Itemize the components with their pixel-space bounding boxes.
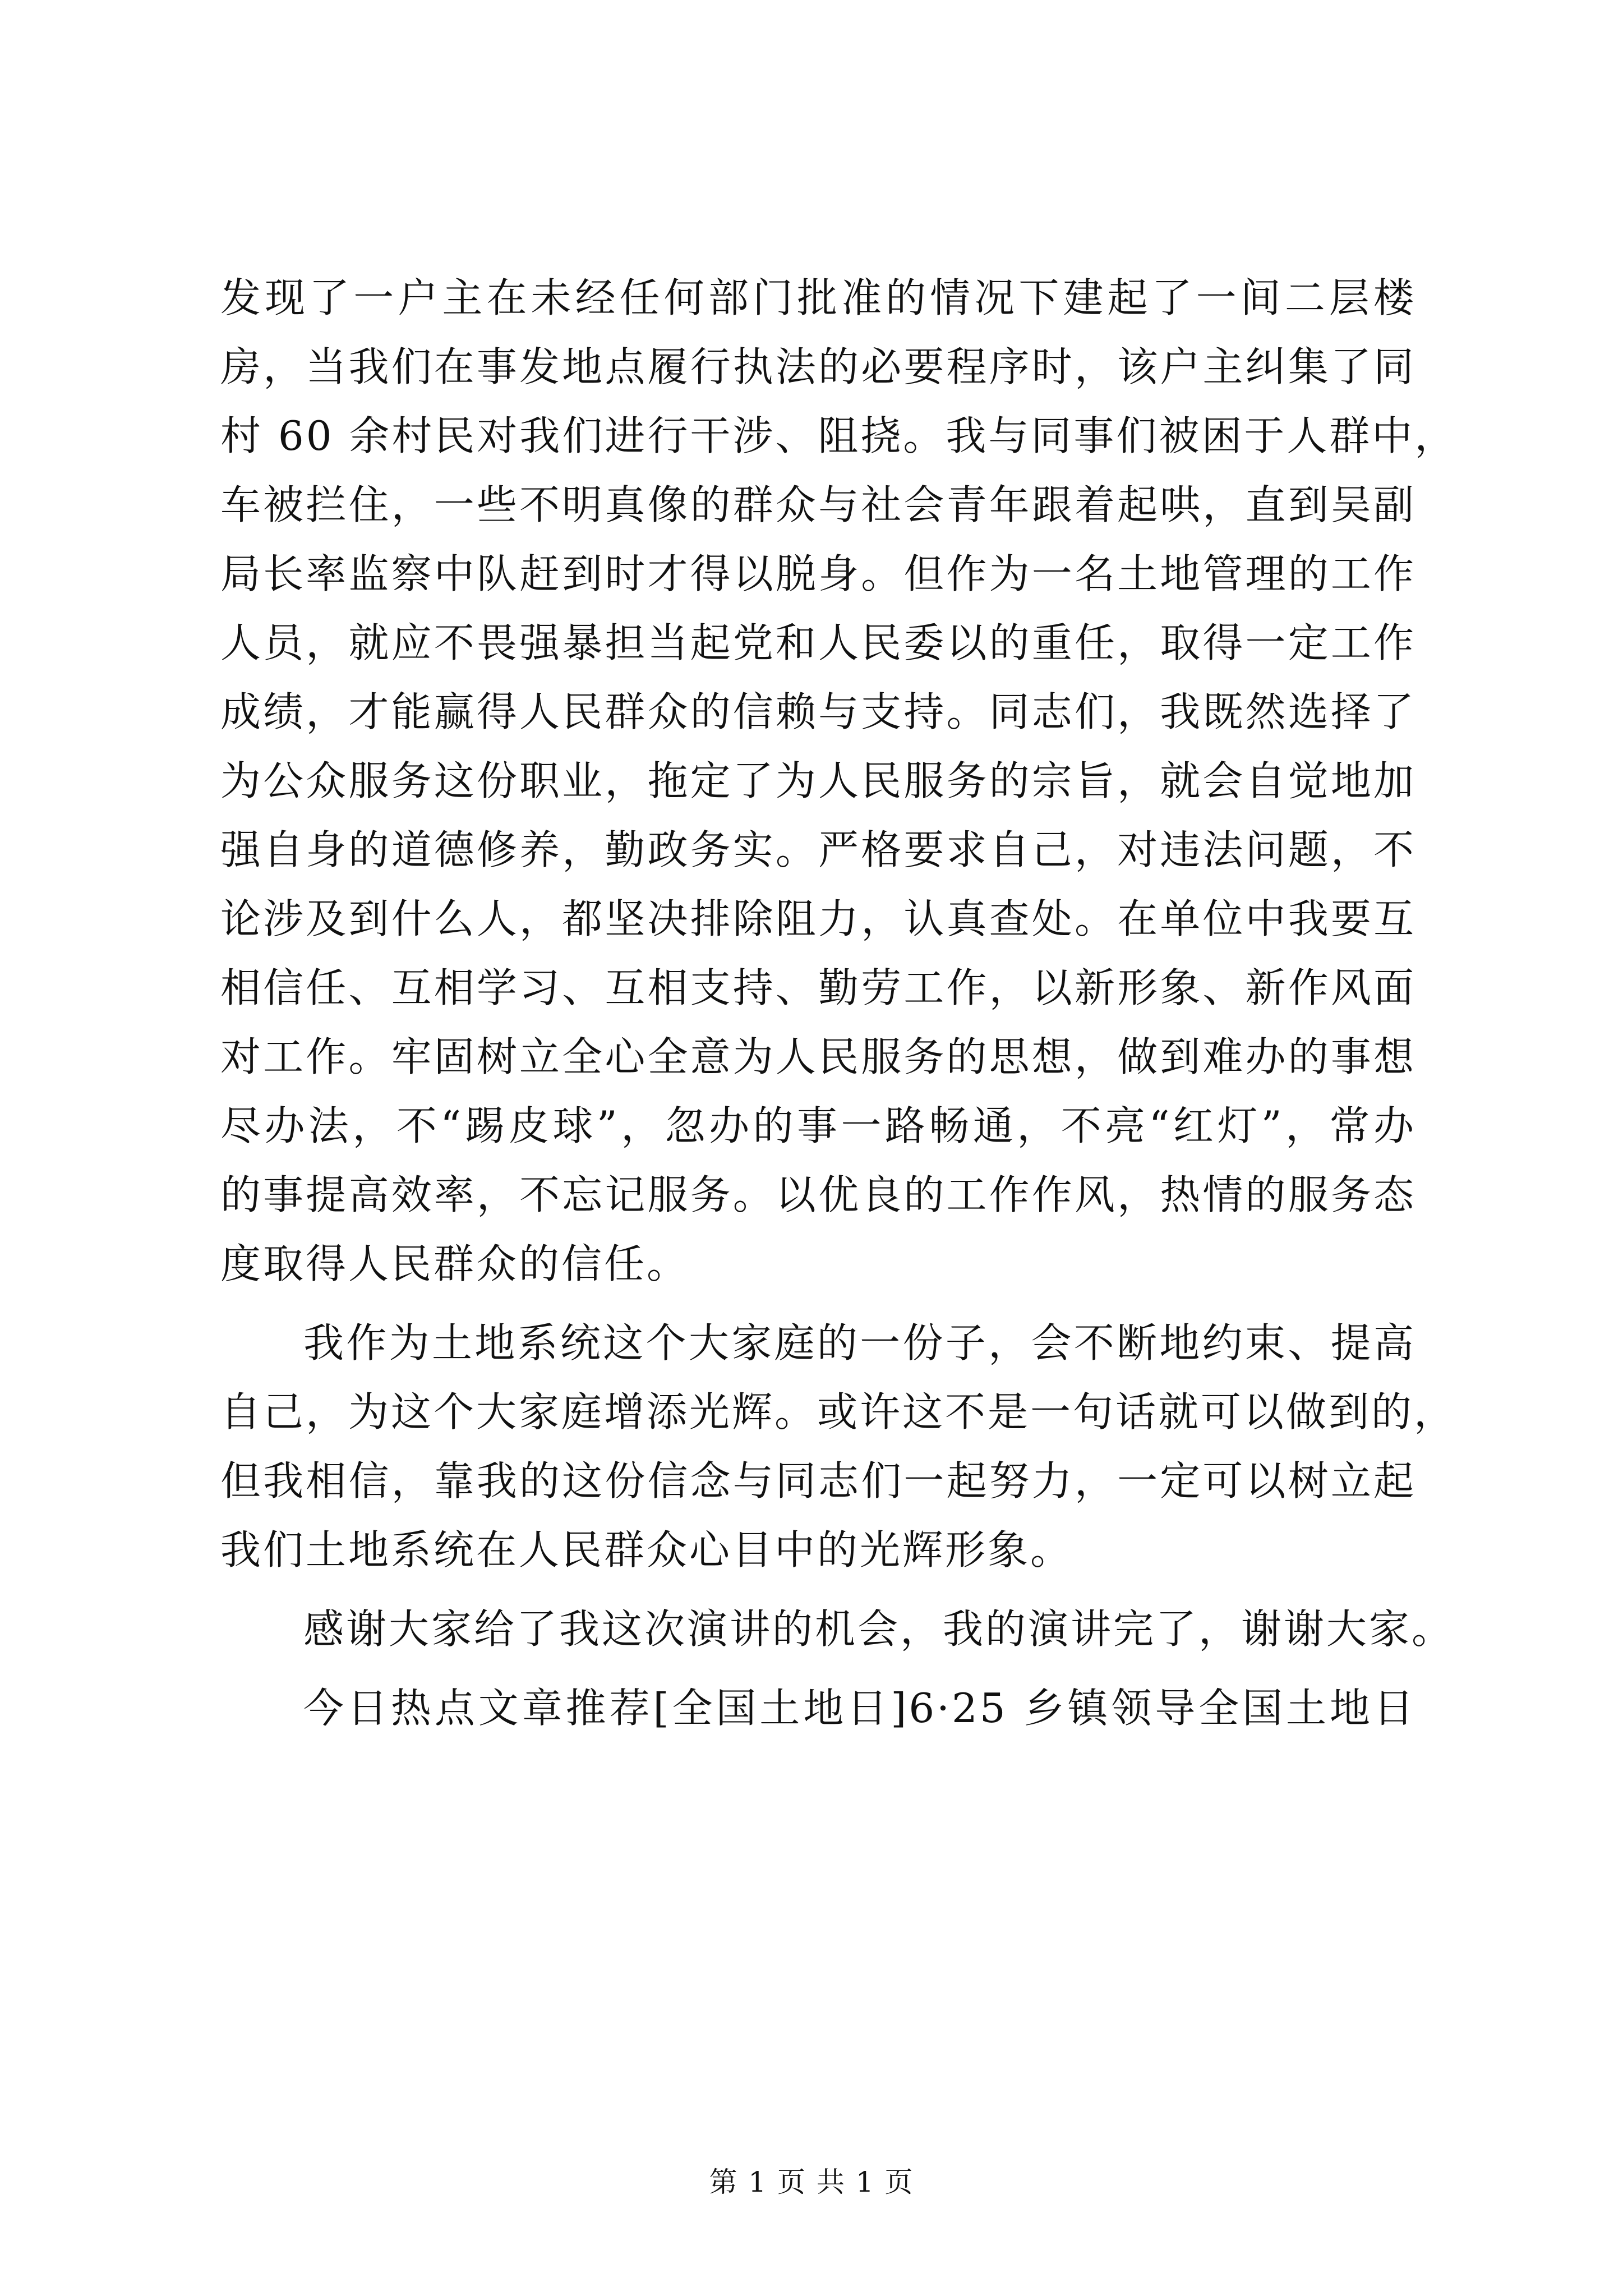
page-number-footer: 第 1 页 共 1 页 — [709, 2166, 914, 2198]
paragraph-3 — [220, 1595, 1455, 1664]
text-line: 房，当我们在事发地点履行执法的必要程序时，该户主纠集了同 — [220, 343, 1416, 390]
text-line: 为公众服务这份职业，拖定了为人民服务的宗旨，就会自觉地加 — [220, 757, 1416, 804]
text-line: 度取得人民群众的信任。 — [220, 1240, 690, 1287]
paragraph-4 — [220, 1674, 1416, 1743]
text-line: 但我相信，靠我的这份信念与同志们一起努力，一定可以树立起 — [220, 1457, 1416, 1504]
text-line: 强自身的道德修养，勤政务实。严格要求自己，对违法问题，不 — [220, 826, 1416, 873]
text-line: 相信任、互相学习、互相支持、勤劳工作，以新形象、新作风面 — [220, 964, 1416, 1011]
text-line: 我作为土地系统这个大家庭的一份子，会不断地约束、提高 — [303, 1319, 1416, 1366]
paragraph-2 — [220, 1309, 1457, 1585]
text-line: 感谢大家给了我这次演讲的机会，我的演讲完了，谢谢大家。 — [303, 1605, 1455, 1653]
recommended-article-link: 今日热点文章推荐[全国土地日]6·25 乡镇领导全国土地日 — [303, 1685, 1416, 1732]
text-line: 我们土地系统在人民群众心目中的光辉形象。 — [220, 1526, 1073, 1573]
text-line: 发现了一户主在未经任何部门批准的情况下建起了一间二层楼 — [220, 274, 1416, 321]
text-line: 论涉及到什么人，都坚决排除阻力，认真查处。在单位中我要互 — [220, 895, 1416, 942]
text-line: 成绩，才能赢得人民群众的信赖与支持。同志们，我既然选择了 — [220, 688, 1416, 735]
paragraph-spacing — [220, 1664, 1416, 1674]
paragraph-1 — [220, 264, 1458, 1299]
document-body — [220, 264, 1458, 1743]
text-line: 局长率监察中队赶到时才得以脱身。但作为一名土地管理的工作 — [220, 550, 1416, 597]
text-line: 尽办法，不“踢皮球”，忽办的事一路畅通，不亮“红灯”，常办 — [220, 1102, 1416, 1149]
paragraph-spacing — [220, 1585, 1416, 1595]
text-line: 村 60 余村民对我们进行干涉、阻挠。我与同事们被困于人群中， — [220, 412, 1458, 459]
text-line: 的事提高效率，不忘记服务。以优良的工作作风，热情的服务态 — [220, 1171, 1416, 1218]
text-line: 对工作。牢固树立全心全意为人民服务的思想，做到难办的事想 — [220, 1033, 1416, 1080]
paragraph-spacing — [220, 1299, 1416, 1309]
text-line: 自己，为这个大家庭增添光辉。或许这不是一句话就可以做到的， — [220, 1388, 1457, 1435]
text-line: 车被拦住，一些不明真像的群众与社会青年跟着起哄，直到吴副 — [220, 481, 1416, 528]
text-line: 人员，就应不畏强暴担当起党和人民委以的重任，取得一定工作 — [220, 619, 1416, 666]
